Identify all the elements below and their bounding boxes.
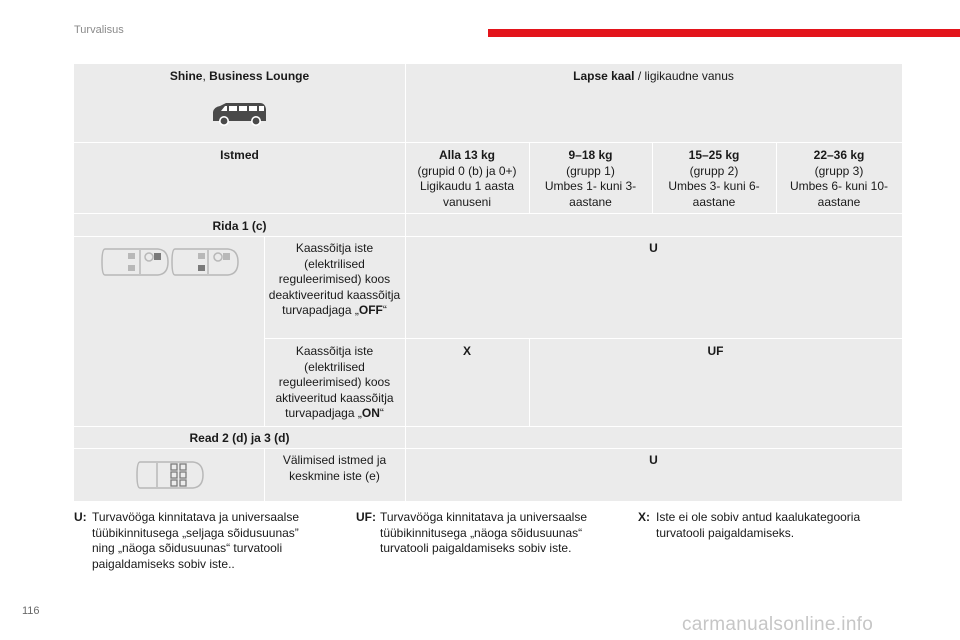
legend-text: Turvavööga kinnitatava ja universaalse tüübikinnitusega „seljaga sõidusuunas” ning „näoga sõidusuunas“ turvatooli paigaldamiseks sobiv iste.. <box>92 510 300 571</box>
outer-seats-label: Välimised istmed ja keskmine iste (e) <box>282 453 387 483</box>
group-header: Alla 13 kg (grupid 0 (b) ja 0+) Ligikaudu 1 aasta vanuseni <box>417 148 517 209</box>
van-side-icon <box>210 100 268 131</box>
legend-key: U: <box>74 510 87 524</box>
car-model-label: Shine, Business Lounge <box>169 69 310 83</box>
legend-text: Iste ei ole sobiv antud kaalukategooria turvatooli paigaldamiseks. <box>656 510 861 540</box>
seat-airbag-off-value: U <box>649 241 658 255</box>
row-divider <box>74 142 902 143</box>
legend-key: UF: <box>356 510 376 524</box>
seat-airbag-off-label: Kaassõitja iste (elektrilised reguleerimised) koos deaktiveeritud kaassõitja turvapadjaga „OFF“ <box>268 241 401 317</box>
group-header: 22–36 kg (grupp 3) Umbes 6- kuni 10-aastane <box>789 148 889 209</box>
row23-label: Read 2 (d) ja 3 (d) <box>189 431 290 445</box>
header-accent-bar <box>488 29 960 37</box>
outer-seats-value: U <box>649 453 658 467</box>
child-seat-table <box>74 64 902 501</box>
seat-airbag-on-value-group0: X <box>462 344 471 358</box>
weight-age-header: Lapse kaal / ligikaudne vanus <box>573 69 734 83</box>
front-row-seat-diagram-icon <box>100 245 242 282</box>
row-divider <box>74 426 902 427</box>
row-divider <box>74 213 902 214</box>
watermark: carmanualsonline.info <box>682 614 874 635</box>
page-number: 116 <box>22 605 40 617</box>
seat-airbag-on-value-groups: UF <box>707 344 724 358</box>
row-divider <box>264 338 902 339</box>
section-title: Turvalisus <box>74 24 124 36</box>
rear-rows-seat-diagram-icon <box>135 458 205 495</box>
group-header: 9–18 kg (grupp 1) Umbes 1- kuni 3-aastane <box>544 148 637 209</box>
row1-label: Rida 1 (c) <box>212 219 267 233</box>
row-divider <box>74 236 902 237</box>
row-divider <box>74 448 902 449</box>
legend-key: X: <box>638 510 650 524</box>
group-header: 15–25 kg (grupp 2) Umbes 3- kuni 6-aastane <box>668 148 760 209</box>
legend-text: Turvavööga kinnitatava ja universaalse tüübikinnitusega „näoga sõidusuunas“ turvatooli paigaldamiseks sobiv iste. <box>380 510 588 555</box>
seat-airbag-on-label: Kaassõitja iste (elektrilised reguleerimised) koos aktiveeritud kaassõitja turvapadjaga „ON“ <box>275 344 394 420</box>
seats-label: Istmed <box>220 148 259 162</box>
